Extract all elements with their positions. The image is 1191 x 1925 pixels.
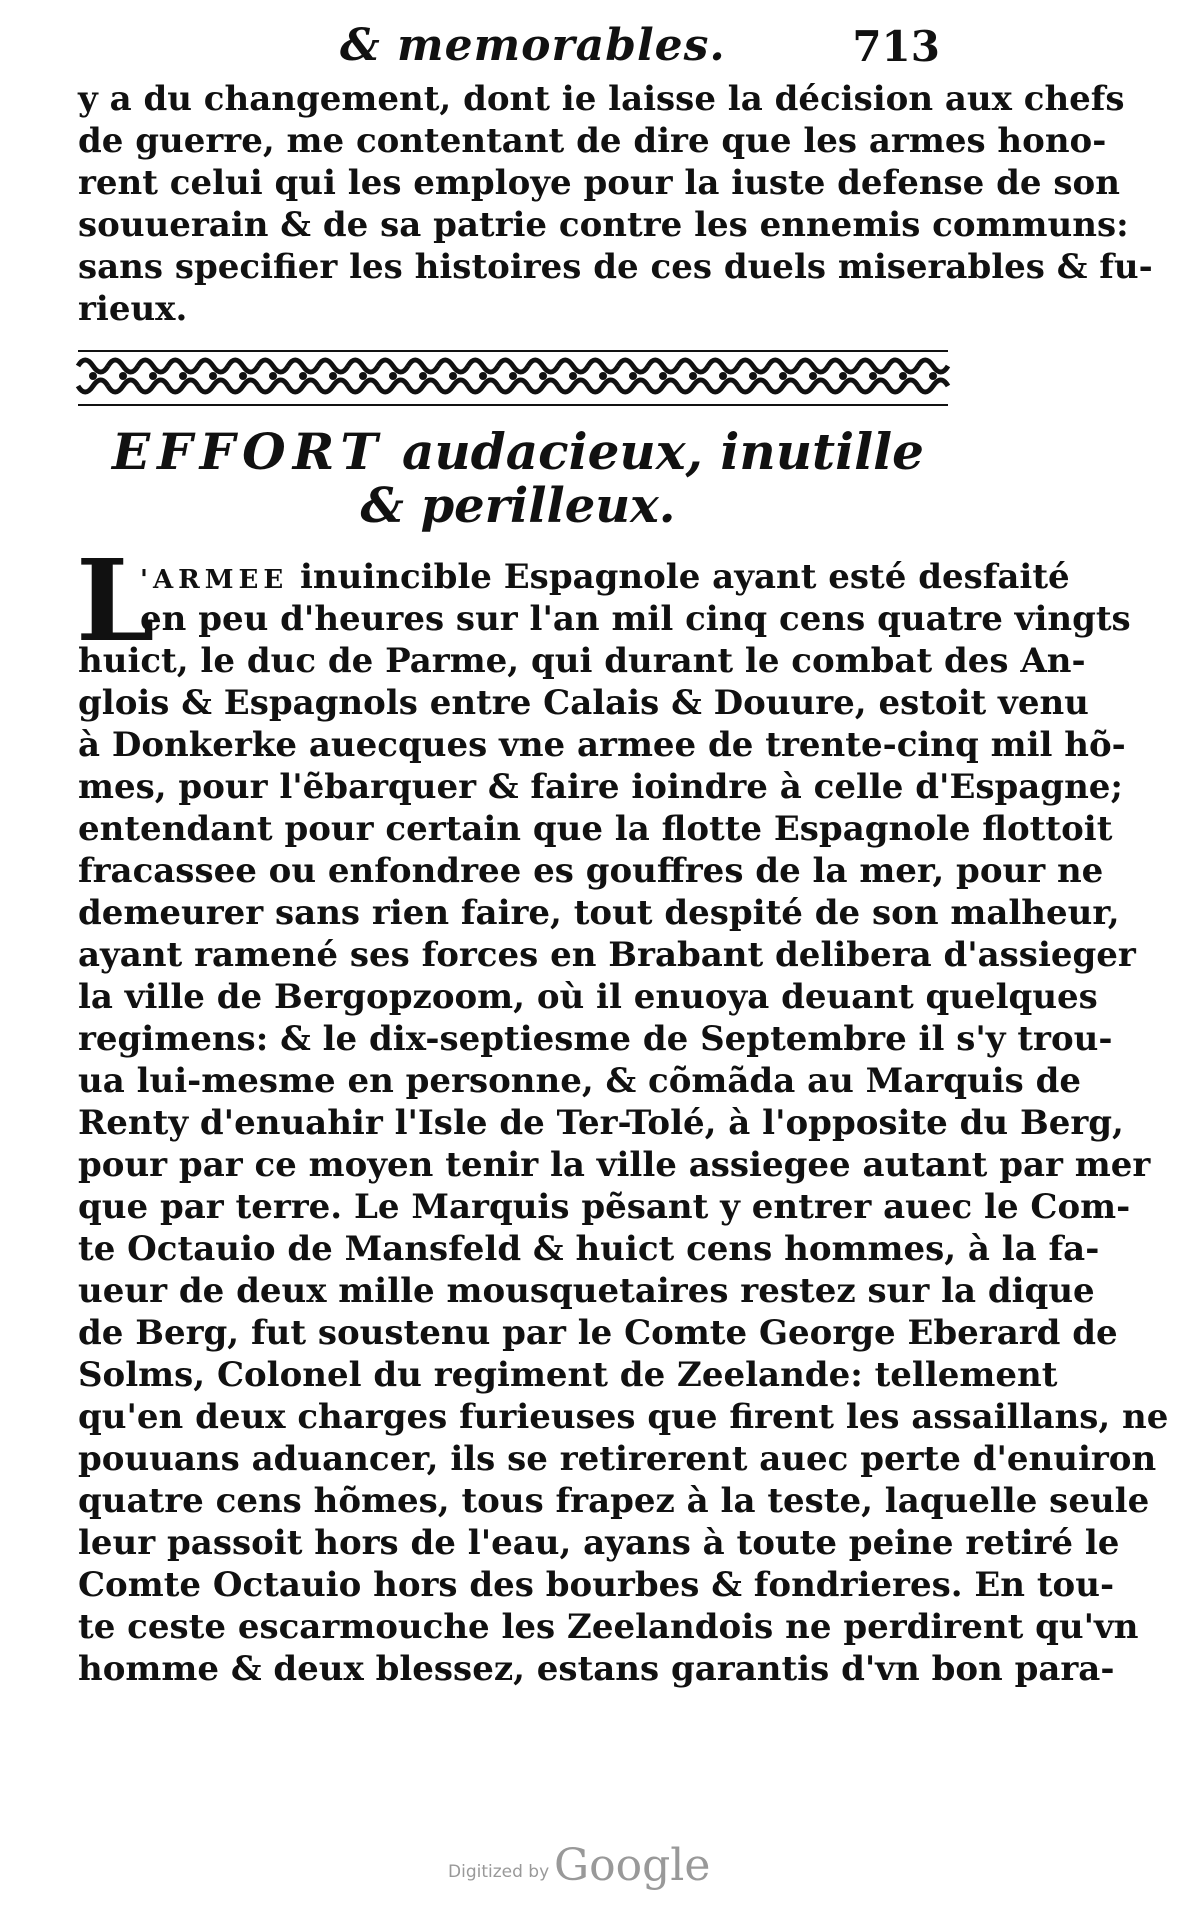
- ornament-knot: [738, 360, 768, 392]
- ornament-knot: [198, 360, 228, 392]
- digitized-by-watermark: [448, 1840, 768, 1891]
- text-line: Renty d'enuahir l'Isle de Ter-Tolé, à l'opposite du Berg,: [78, 1103, 1124, 1143]
- text-line: Comte Octauio hors des bourbes & fondrieres. En tou-: [78, 1565, 1115, 1605]
- text-line: ueur de deux mille mousquetaires restez sur la dique: [78, 1271, 1095, 1311]
- ornament-knot: [648, 360, 678, 392]
- text-line: en peu d'heures sur l'an mil cinq cens quatre vingts: [140, 599, 1131, 639]
- top-paragraph: [78, 78, 1153, 330]
- decorative-ornament-band: [78, 350, 948, 406]
- ornament-knot: [498, 360, 528, 392]
- ornament-knot: [588, 360, 618, 392]
- digitized-by-label: Digitized by: [448, 1862, 550, 1882]
- text-line: ayant ramené ses forces en Brabant delibera d'assieger: [78, 935, 1136, 975]
- running-head: [340, 20, 940, 80]
- text-line: que par terre. Le Marquis pẽsant y entrer auec le Com-: [78, 1187, 1131, 1227]
- text-line: te ceste escarmouche les Zeelandois ne perdirent qu'vn: [78, 1607, 1139, 1647]
- first-word-smallcaps: 'ARMEE: [140, 565, 289, 595]
- text-line: rieux.: [78, 289, 188, 329]
- text-line: entendant pour certain que la flotte Espagnole flottoit: [78, 809, 1113, 849]
- text-line: regimens: & le dix-septiesme de Septembre il s'y trou-: [78, 1019, 1113, 1059]
- text-line: sans specifier les histoires de ces duels miserables & fu-: [78, 247, 1153, 287]
- text-line: à Donkerke auecques vne armee de trente-cinq mil hõ-: [78, 725, 1126, 765]
- heading-rest: audacieux, inutille: [402, 422, 924, 481]
- ornament-knot: [708, 360, 738, 392]
- ornament-knot: [858, 360, 888, 392]
- ornament-pattern: [78, 352, 948, 400]
- section-heading-line2: & perilleux.: [360, 478, 676, 534]
- text-line: quatre cens hõmes, tous frapez à la teste, laquelle seule: [78, 1481, 1150, 1521]
- text-line: ua lui-mesme en personne, & cõmãda au Marquis de: [78, 1061, 1082, 1101]
- ornament-knot: [108, 360, 138, 392]
- ornament-knot: [318, 360, 348, 392]
- running-title: & memorables.: [340, 20, 726, 71]
- text-line: y a du changement, dont ie laisse la décision aux chefs: [78, 79, 1125, 119]
- first-line-rest: inuincible Espagnole ayant esté desfaité: [300, 557, 1070, 597]
- text-line: souuerain & de sa patrie contre les ennemis communs:: [78, 205, 1129, 245]
- ornament-knot: [468, 360, 498, 392]
- text-line: mes, pour l'ẽbarquer & faire ioindre à celle d'Espagne;: [78, 767, 1123, 807]
- text-line: homme & deux blessez, estans garantis d'vn bon para-: [78, 1649, 1115, 1689]
- ornament-knot: [138, 360, 168, 392]
- google-brand: Google: [554, 1840, 711, 1891]
- section-heading-line1: [78, 422, 958, 481]
- text-line: qu'en deux charges furieuses que firent les assaillans, ne: [78, 1397, 1169, 1437]
- ornament-knot: [528, 360, 558, 392]
- text-line: glois & Espagnols entre Calais & Douure, estoit venu: [78, 683, 1089, 723]
- text-line: Solms, Colonel du regiment de Zeelande: tellement: [78, 1355, 1058, 1395]
- ornament-knot: [438, 360, 468, 392]
- ornament-knot: [918, 360, 948, 392]
- text-line: pour par ce moyen tenir la ville assiegee autant par mer: [78, 1145, 1151, 1185]
- ornament-knot: [258, 360, 288, 392]
- text-line: fracassee ou enfondree es gouffres de la mer, pour ne: [78, 851, 1104, 891]
- text-line: pouuans aduancer, ils se retirerent auec perte d'enuiron: [78, 1439, 1157, 1479]
- text-line: de guerre, me contentant de dire que les armes hono-: [78, 121, 1107, 161]
- ornament-knot: [168, 360, 198, 392]
- drop-cap: L: [76, 536, 155, 667]
- text-line: rent celui qui les employe pour la iuste defense de son: [78, 163, 1120, 203]
- text-line: de Berg, fut soustenu par le Comte George Eberard de: [78, 1313, 1118, 1353]
- text-line: huict, le duc de Parme, qui durant le combat des An-: [78, 641, 1086, 681]
- page-number: 713: [852, 22, 940, 71]
- text-line: demeurer sans rien faire, tout despité de son malheur,: [78, 893, 1120, 933]
- ornament-knot: [828, 360, 858, 392]
- ornament-knot: [78, 360, 108, 392]
- ornament-knot: [768, 360, 798, 392]
- ornament-knot: [678, 360, 708, 392]
- ornament-knot: [288, 360, 318, 392]
- ornament-knot: [798, 360, 828, 392]
- text-line: leur passoit hors de l'eau, ayans à toute peine retiré le: [78, 1523, 1120, 1563]
- heading-caps: EFFORT: [112, 422, 385, 481]
- body-paragraph: [78, 556, 1169, 1690]
- ornament-knot: [618, 360, 648, 392]
- text-line-first: [78, 556, 1070, 598]
- text-line: te Octauio de Mansfeld & huict cens hommes, à la fa-: [78, 1229, 1100, 1269]
- ornament-knot: [348, 360, 378, 392]
- ornament-knot: [228, 360, 258, 392]
- text-line: la ville de Bergopzoom, où il enuoya deuant quelques: [78, 977, 1098, 1017]
- ornament-knot: [408, 360, 438, 392]
- ornament-knot: [378, 360, 408, 392]
- ornament-knot: [888, 360, 918, 392]
- ornament-knot: [558, 360, 588, 392]
